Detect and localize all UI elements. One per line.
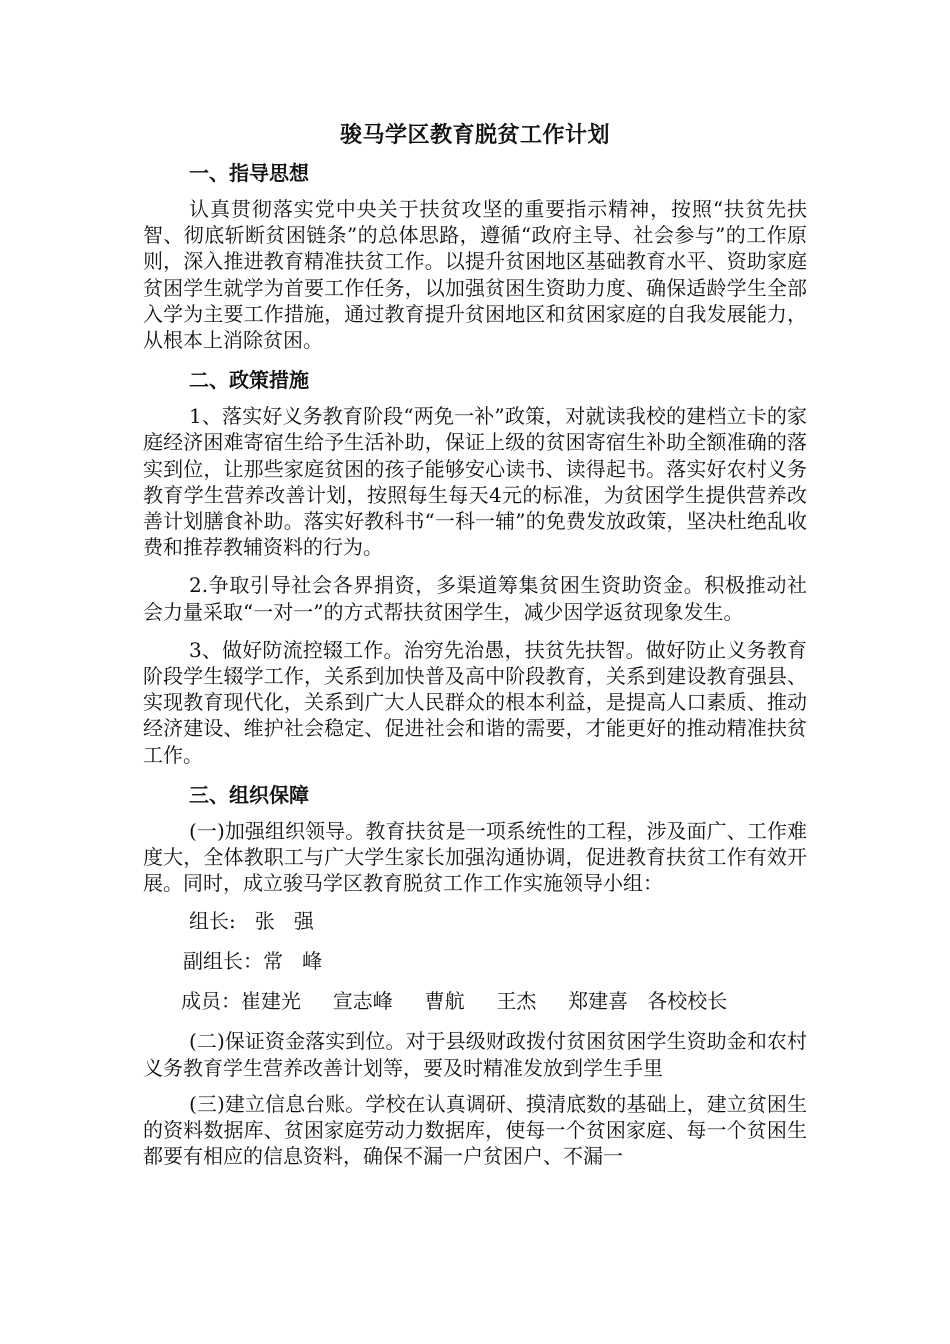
paragraph: 认真贯彻落实党中央关于扶贫攻坚的重要指示精神，按照“扶贫先扶智、彻底斩断贫困链条”的总体思路，遵循“政府主导、社会参与”的工作原则，深入推进教育精准扶贫工作。以提升贫困地区基础教育水平、资助家庭贫困学生就学为首要工作任务，以加强贫困生资助力度、确保适龄学生全部入学为主要工作措施，通过教育提升贫困地区和贫困家庭的自我发展能力，从根本上消除贫困。 [143,197,807,353]
section-heading-policy-measures: 二、政策措施 [189,368,309,393]
leader-line: 组长: 张 强 [189,909,314,934]
paragraph: 2.争取引导社会各界捐资，多渠道筹集贫困生资助资金。积极推动社会力量采取“一对一”的方式帮扶贫困学生，减少因学返贫现象发生。 [143,573,807,624]
paragraph: 3、做好防流控辍工作。治穷先治愚，扶贫先扶智。做好防止义务教育阶段学生辍学工作，关系到加快普及高中阶段教育，关系到建设教育强县、实现教育现代化，关系到广大人民群众的根本利益，是提高人口素质、推动经济建设、维护社会稳定、促进社会和谐的需要，才能更好的推动精准扶贫工作。 [143,637,807,767]
deputy-leader-line: 副组长：常 峰 [183,949,323,974]
document-title: 骏马学区教育脱贫工作计划 [339,122,610,148]
paragraph: (二)保证资金落实到位。对于县级财政拨付贫困贫困学生资助金和农村义务教育学生营养改善计划等，要及时精准发放到学生手里 [143,1029,807,1080]
paragraph: 1、落实好义务教育阶段“两免一补”政策，对就读我校的建档立卡的家庭经济困难寄宿生给予生活补助，保证上级的贫困寄宿生补助全额准确的落实到位，让那些家庭贫困的孩子能够安心读书、读得起书。落实好农村义务教育学生营养改善计划，按照每生每天4元的标准，为贫困学生提供营养改善计划膳食补助。落实好教科书“一科一辅”的免费发放政策，坚决杜绝乱收费和推荐教辅资料的行为。 [143,404,807,560]
members-line: 成员：崔建光 宣志峰 曹航 王杰 郑建喜 各校校长 [181,989,728,1014]
document-page [143,118,807,1181]
paragraph: (一)加强组织领导。教育扶贫是一项系统性的工程，涉及面广、工作难度大，全体教职工与广大学生家长加强沟通协调，促进教育扶贫工作有效开展。同时，成立骏马学区教育脱贫工作工作实施领导小组： [143,818,807,896]
paragraph: (三)建立信息台账。学校在认真调研、摸清底数的基础上，建立贫困生的资料数据库、贫困家庭劳动力数据库，使每一个贫困家庭、每一个贫困生都要有相应的信息资料，确保不漏一户贫困户、不漏一 [143,1091,807,1169]
section-heading-organization: 三、组织保障 [189,782,309,807]
section-heading-guiding-ideology: 一、指导思想 [189,161,309,185]
